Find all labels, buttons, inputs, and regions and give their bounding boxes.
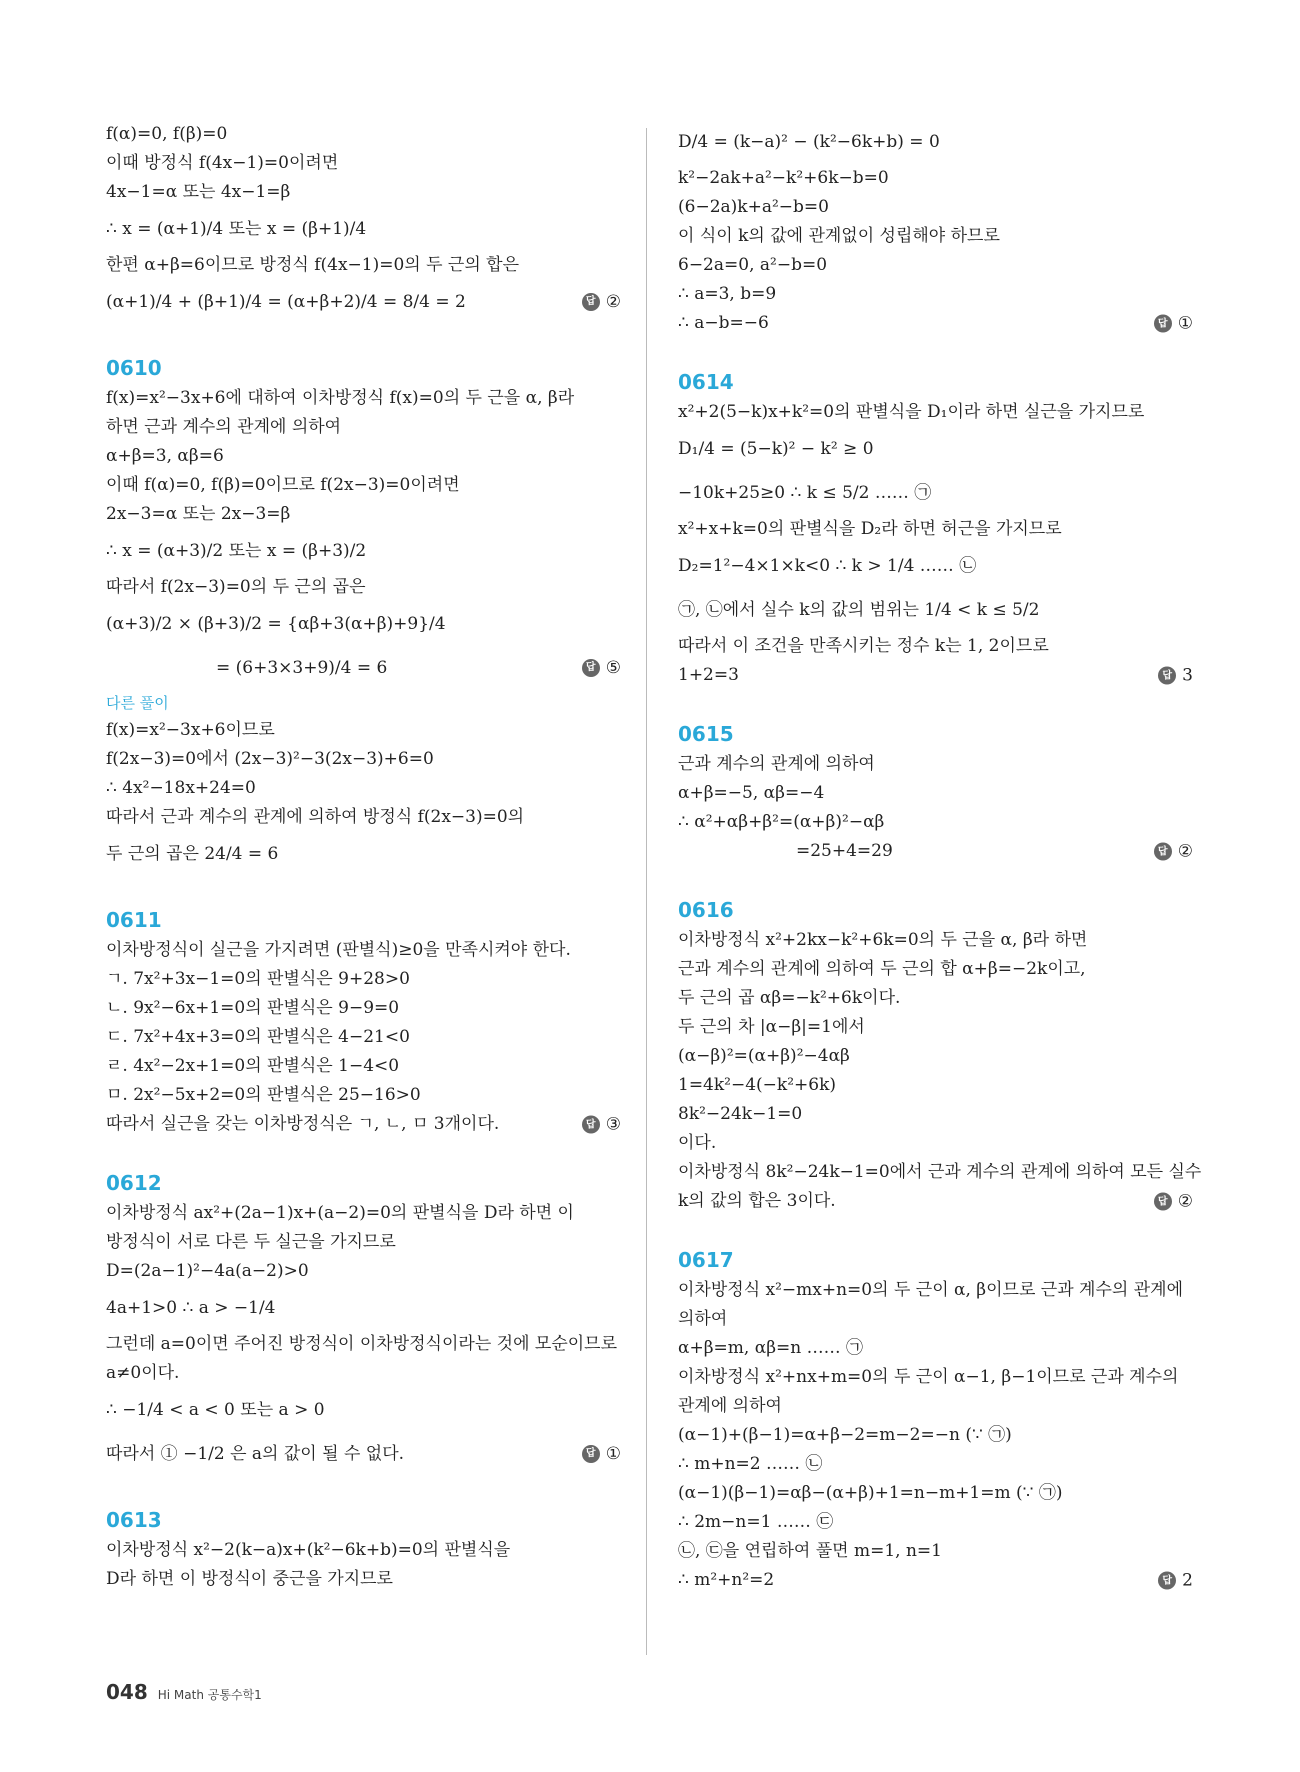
line-text: ∴ m+n=2 …… ㉡: [678, 1454, 823, 1474]
solution-line: [106, 716, 621, 745]
line-text: 이차방정식 x²+nx+m=0의 두 근이 α−1, β−1이므로 근과 계수의: [678, 1367, 1179, 1387]
line-text: D=(2a−1)²−4a(a−2)>0: [106, 1261, 309, 1281]
line-text: ㉡, ㉢을 연립하여 풀면 m=1, n=1: [678, 1541, 942, 1561]
answer-value: 2: [1182, 1570, 1193, 1590]
solution-line: [106, 1052, 621, 1081]
line-text: 이차방정식 x²−mx+n=0의 두 근이 α, β이므로 근과 계수의 관계에: [678, 1280, 1183, 1300]
solution-line: [678, 1129, 1193, 1158]
answer-badge-icon: 답: [1158, 667, 1176, 685]
solution-line: [106, 774, 621, 803]
answer-marker: [582, 1432, 621, 1476]
line-text: 0615: [678, 722, 734, 746]
line-text: 하면 근과 계수의 관계에 의하여: [106, 417, 342, 437]
line-text: (α+3)/2 × (β+3)/2 = {αβ+3(α+β)+9}/4: [106, 614, 446, 634]
line-text: (α−β)²=(α+β)²−4αβ: [678, 1046, 850, 1066]
right-column: [678, 120, 1202, 1595]
solution-line: [106, 280, 621, 324]
solution-line: [106, 1536, 621, 1565]
problem-number: [678, 894, 1193, 926]
answer-marker: [582, 280, 621, 324]
column-divider: [646, 128, 647, 1655]
line-text: 따라서 ① −1/2 은 a의 값이 될 수 없다.: [106, 1444, 405, 1464]
solution-line: [106, 178, 621, 207]
line-text: 0611: [106, 908, 162, 932]
line-text: f(α)=0, f(β)=0: [106, 124, 228, 144]
line-text: f(2x−3)=0에서 (2x−3)²−3(2x−3)+6=0: [106, 749, 434, 769]
solution-line: [106, 529, 621, 573]
line-text: = (6+3×3+9)/4 = 6: [216, 658, 388, 678]
line-text: 근과 계수의 관계에 의하여: [678, 754, 875, 774]
solution-line: [678, 632, 1193, 661]
solution-line: [106, 384, 621, 413]
solution-line: [678, 1508, 1193, 1537]
answer-badge-icon: 답: [582, 1445, 600, 1463]
solution-line: [106, 1257, 621, 1286]
line-text: (α−1)(β−1)=αβ−(α+β)+1=n−m+1=m (∵ ㉠): [678, 1483, 1063, 1503]
solution-line: [106, 745, 621, 774]
solution-line: [678, 984, 1193, 1013]
solution-line: [678, 1013, 1193, 1042]
line-text: α+β=m, αβ=n …… ㉠: [678, 1338, 864, 1358]
line-text: 따라서 근과 계수의 관계에 의하여 방정식 f(2x−3)=0의: [106, 807, 525, 827]
solution-line: [678, 1276, 1193, 1305]
solution-line: [106, 646, 621, 690]
line-text: D라 하면 이 방정식이 중근을 가지므로: [106, 1569, 393, 1589]
solution-line: [678, 808, 1193, 837]
answer-value: ①: [1177, 313, 1193, 333]
solution-line: [678, 1158, 1202, 1187]
solution-line: [106, 994, 621, 1023]
solution-line: [106, 251, 621, 280]
solution-line: [106, 207, 621, 251]
line-text: 4a+1>0 ∴ a > −1/4: [106, 1298, 276, 1318]
solution-line: [106, 1023, 621, 1052]
line-text: ∴ −1/4 < a < 0 또는 a > 0: [106, 1400, 325, 1420]
line-text: 방정식이 서로 다른 두 실근을 가지므로: [106, 1232, 396, 1252]
alternate-solution-label: [106, 690, 621, 716]
solution-line: [678, 779, 1193, 808]
answer-marker: [582, 1110, 621, 1139]
line-text: k²−2ak+a²−k²+6k−b=0: [678, 168, 889, 188]
solution-line: [678, 588, 1193, 632]
line-text: α+β=3, αβ=6: [106, 446, 224, 466]
line-text: 이다.: [678, 1133, 717, 1153]
answer-marker: [1158, 1566, 1193, 1595]
left-column: [106, 120, 621, 1594]
line-text: −10k+25≥0 ∴ k ≤ 5/2 …… ㉠: [678, 483, 932, 503]
line-text: 이차방정식 8k²−24k−1=0에서 근과 계수의 관계에 의하여 모든 실수: [678, 1162, 1202, 1182]
line-text: 다른 풀이: [106, 694, 169, 712]
line-text: ∴ x = (α+1)/4 또는 x = (β+1)/4: [106, 219, 367, 239]
solution-line: [106, 1432, 621, 1476]
problem-number: [106, 1167, 621, 1199]
line-text: =25+4=29: [796, 841, 893, 861]
answer-marker: [1154, 1187, 1193, 1216]
problem-number: [678, 1244, 1193, 1276]
solution-line: [678, 164, 1193, 193]
line-text: 따라서 실근을 갖는 이차방정식은 ㄱ, ㄴ, ㅁ 3개이다.: [106, 1114, 500, 1134]
line-text: 두 근의 곱 αβ=−k²+6k이다.: [678, 988, 901, 1008]
line-text: 따라서 이 조건을 만족시키는 정수 k는 1, 2이므로: [678, 636, 1049, 656]
line-text: 두 근의 차 |α−β|=1에서: [678, 1017, 865, 1037]
line-text: 따라서 f(2x−3)=0의 두 근의 곱은: [106, 577, 366, 597]
answer-value: 3: [1182, 665, 1193, 685]
answer-badge-icon: 답: [1154, 1193, 1172, 1211]
solution-line: [678, 1537, 1193, 1566]
problem-number: [106, 904, 621, 936]
problem-number: [106, 1504, 621, 1536]
line-text: 이차방정식 x²−2(k−a)x+(k²−6k+b)=0의 판별식을: [106, 1540, 511, 1560]
solution-line: [678, 280, 1193, 309]
solution-line: [678, 120, 1193, 164]
solution-line: [678, 1392, 1193, 1421]
solution-line: [106, 1330, 621, 1359]
line-text: (α−1)+(β−1)=α+β−2=m−2=−n (∵ ㉠): [678, 1425, 1012, 1445]
line-text: 8k²−24k−1=0: [678, 1104, 803, 1124]
solution-line: [678, 955, 1193, 984]
line-text: ∴ a−b=−6: [678, 313, 769, 333]
solution-line: [678, 515, 1193, 544]
line-text: 0617: [678, 1248, 734, 1272]
line-text: ㅁ. 2x²−5x+2=0의 판별식은 25−16>0: [106, 1085, 421, 1105]
solution-line: [678, 1187, 1193, 1216]
solution-line: [678, 926, 1193, 955]
line-text: 이때 f(α)=0, f(β)=0이므로 f(2x−3)=0이려면: [106, 475, 460, 495]
solution-line: [678, 398, 1193, 427]
line-text: 0612: [106, 1171, 162, 1195]
line-text: D₁/4 = (5−k)² − k² ≥ 0: [678, 439, 874, 459]
solution-line: [678, 750, 1193, 779]
solution-line: [106, 1565, 621, 1594]
line-text: 이차방정식이 실근을 가지려면 (판별식)≥0을 만족시켜야 한다.: [106, 940, 571, 960]
solution-line: [106, 803, 621, 832]
answer-value: ②: [1177, 841, 1193, 861]
line-text: 4x−1=α 또는 4x−1=β: [106, 182, 291, 202]
line-text: 이 식이 k의 값에 관계없이 성립해야 하므로: [678, 226, 1000, 246]
solution-line: [678, 1100, 1193, 1129]
line-text: x²+2(5−k)x+k²=0의 판별식을 D₁이라 하면 실근을 가지므로: [678, 402, 1145, 422]
answer-value: ②: [1177, 1191, 1193, 1211]
line-text: ㄴ. 9x²−6x+1=0의 판별식은 9−9=0: [106, 998, 400, 1018]
problem-number: [678, 718, 1193, 750]
line-text: 1=4k²−4(−k²+6k): [678, 1075, 837, 1095]
answer-badge-icon: 답: [582, 1116, 600, 1134]
solution-line: [106, 120, 621, 149]
line-text: 한편 α+β=6이므로 방정식 f(4x−1)=0의 두 근의 합은: [106, 255, 520, 275]
line-text: D/4 = (k−a)² − (k²−6k+b) = 0: [678, 132, 940, 152]
page-number: 048: [106, 1680, 148, 1704]
line-text: 0610: [106, 356, 162, 380]
problem-number: [678, 366, 1193, 398]
solution-line: [106, 1081, 621, 1110]
solution-line: [106, 965, 621, 994]
solution-line: [678, 309, 1193, 338]
line-text: 이때 방정식 f(4x−1)=0이려면: [106, 153, 339, 173]
solution-line: [106, 1228, 621, 1257]
solution-line: [678, 661, 1193, 690]
answer-marker: [1158, 661, 1193, 690]
solution-line: [106, 1199, 621, 1228]
solution-line: [678, 544, 1193, 588]
line-text: k의 값의 합은 3이다.: [678, 1191, 836, 1211]
line-text: 관계에 의하여: [678, 1396, 782, 1416]
solution-line: [106, 602, 621, 646]
answer-marker: [582, 646, 621, 690]
solution-line: [678, 837, 1193, 866]
line-text: 1+2=3: [678, 665, 739, 685]
solution-line: [106, 1388, 621, 1432]
page-footer: [106, 1680, 262, 1704]
line-text: 0614: [678, 370, 734, 394]
solution-line: [678, 1334, 1193, 1363]
solution-line: [106, 149, 621, 178]
line-text: f(x)=x²−3x+6에 대하여 이차방정식 f(x)=0의 두 근을 α, β라: [106, 388, 575, 408]
solution-line: [106, 1110, 621, 1139]
solution-line: [106, 1286, 621, 1330]
line-text: ㉠, ㉡에서 실수 k의 값의 범위는 1/4 < k ≤ 5/2: [678, 600, 1040, 620]
solution-line: [106, 936, 621, 965]
line-text: 이차방정식 ax²+(2a−1)x+(a−2)=0의 판별식을 D라 하면 이: [106, 1203, 574, 1223]
line-text: ㄹ. 4x²−2x+1=0의 판별식은 1−4<0: [106, 1056, 400, 1076]
line-text: ㄷ. 7x²+4x+3=0의 판별식은 4−21<0: [106, 1027, 410, 1047]
solution-line: [678, 1305, 1193, 1334]
solution-line: [106, 832, 621, 876]
line-text: f(x)=x²−3x+6이므로: [106, 720, 275, 740]
line-text: ㄱ. 7x²+3x−1=0의 판별식은 9+28>0: [106, 969, 410, 989]
line-text: 그런데 a=0이면 주어진 방정식이 이차방정식이라는 것에 모순이므로: [106, 1334, 618, 1354]
answer-badge-icon: 답: [1158, 1572, 1176, 1590]
problem-number: [106, 352, 621, 384]
book-title: Hi Math 공통수학1: [157, 1688, 262, 1702]
line-text: 의하여: [678, 1309, 728, 1329]
solution-line: [106, 500, 621, 529]
solution-line: [678, 1479, 1193, 1508]
line-text: α+β=−5, αβ=−4: [678, 783, 825, 803]
line-text: 2x−3=α 또는 2x−3=β: [106, 504, 291, 524]
solution-line: [678, 251, 1193, 280]
line-text: ∴ a=3, b=9: [678, 284, 777, 304]
solution-line: [106, 471, 621, 500]
solution-line: [678, 1363, 1193, 1392]
solution-line: [678, 427, 1193, 471]
line-text: ∴ m²+n²=2: [678, 1570, 775, 1590]
line-text: ∴ 2m−n=1 …… ㉢: [678, 1512, 834, 1532]
answer-marker: [1154, 309, 1193, 338]
answer-value: ①: [605, 1444, 621, 1464]
answer-value: ③: [605, 1114, 621, 1134]
solution-line: [678, 471, 1193, 515]
line-text: ∴ α²+αβ+β²=(α+β)²−αβ: [678, 812, 885, 832]
line-text: (6−2a)k+a²−b=0: [678, 197, 829, 217]
solution-line: [678, 1421, 1193, 1450]
answer-badge-icon: 답: [1154, 315, 1172, 333]
answer-value: ②: [605, 292, 621, 312]
line-text: 두 근의 곱은 24/4 = 6: [106, 844, 279, 864]
solution-line: [678, 193, 1193, 222]
solution-line: [678, 1042, 1193, 1071]
line-text: D₂=1²−4×1×k<0 ∴ k > 1/4 …… ㉡: [678, 556, 977, 576]
line-text: 근과 계수의 관계에 의하여 두 근의 합 α+β=−2k이고,: [678, 959, 1086, 979]
line-text: ∴ x = (α+3)/2 또는 x = (β+3)/2: [106, 541, 367, 561]
solution-line: [106, 442, 621, 471]
line-text: a≠0이다.: [106, 1363, 180, 1383]
line-text: x²+x+k=0의 판별식을 D₂라 하면 허근을 가지므로: [678, 519, 1062, 539]
answer-badge-icon: 답: [582, 659, 600, 677]
solution-line: [106, 413, 621, 442]
line-text: 0616: [678, 898, 734, 922]
solution-line: [106, 1359, 621, 1388]
line-text: 이차방정식 x²+2kx−k²+6k=0의 두 근을 α, β라 하면: [678, 930, 1088, 950]
answer-badge-icon: 답: [1154, 843, 1172, 861]
solution-line: [678, 222, 1193, 251]
solution-line: [678, 1071, 1193, 1100]
answer-marker: [1154, 837, 1193, 866]
answer-badge-icon: 답: [582, 293, 600, 311]
solution-line: [106, 573, 621, 602]
answer-value: ⑤: [605, 658, 621, 678]
solution-line: [678, 1566, 1193, 1595]
line-text: 0613: [106, 1508, 162, 1532]
line-text: ∴ 4x²−18x+24=0: [106, 778, 256, 798]
line-text: 6−2a=0, a²−b=0: [678, 255, 828, 275]
solution-line: [678, 1450, 1193, 1479]
line-text: (α+1)/4 + (β+1)/4 = (α+β+2)/4 = 8/4 = 2: [106, 292, 466, 312]
